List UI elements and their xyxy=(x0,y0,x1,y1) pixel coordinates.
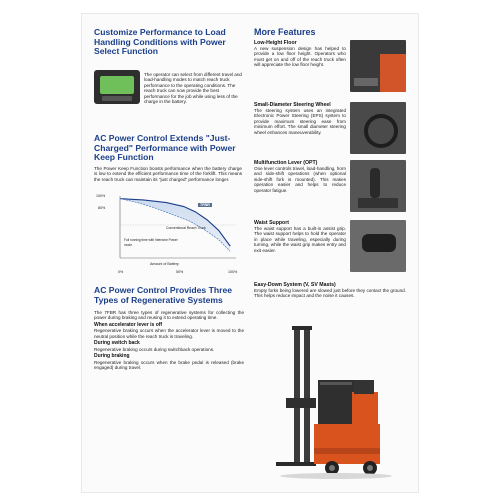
waist-support-photo xyxy=(350,220,406,272)
feature-text: A new suspension design has helped to provide a low floor height. Operators who must get on and off of the reach truck often will appreciate the low floor height. xyxy=(254,46,346,68)
display-screen xyxy=(100,76,134,94)
ac-power-heading: AC Power Control Extends "Just- Charged" Performance with Power Keep Function xyxy=(94,133,236,162)
feature-text: The steering system uses an integrated Electronic Power Steering (EPS) system to provide maximum steering ease from minimum effort. The small diameter steering wheel enhances maneuverability. xyxy=(254,108,346,135)
ac-power-text: The Power Keep Function boosts performance when the battery charge is low to extend the efficient performance time of the forklift. This means the reach truck can maintain its "just charged" performance longer. xyxy=(94,166,242,182)
regen-item-title: During switch back xyxy=(94,340,140,347)
floor-step-shape xyxy=(354,78,378,86)
display-panel-image xyxy=(94,70,140,104)
feature-text: The waist support has a built-in assist grip. The waist support helps to hold the operator in place while traveling, especially during turning, while the waist grip makes entry and exit easier. xyxy=(254,226,346,253)
feature-item xyxy=(254,40,346,68)
regen-item-title: When accelerator lever is off xyxy=(94,321,163,328)
regen-item-text: Regenerative braking occurs when the accelerator lever is moved to the neutral position while the reach truck is traveling. xyxy=(94,328,244,339)
feature-title: Small-Diameter Steering Wheel xyxy=(254,102,331,108)
regen-section xyxy=(94,286,244,305)
brochure-page xyxy=(82,14,418,492)
feature-item xyxy=(254,102,346,135)
feature-title: Easy-Down System (V, SV Masts) xyxy=(254,282,336,288)
x-tick-label: 100% xyxy=(228,270,238,274)
feature-title: Low-Height Floor xyxy=(254,40,297,46)
multifunction-lever-photo xyxy=(350,160,406,212)
feature-item xyxy=(254,282,406,299)
feature-item xyxy=(254,160,346,193)
lever-base-shape xyxy=(358,198,398,208)
regen-item-title: During braking xyxy=(94,353,130,360)
feature-title: Waist Support xyxy=(254,220,289,226)
waist-pad-shape xyxy=(362,234,396,252)
regen-heading: AC Power Control Provides Three Types of Regenerative Systems xyxy=(94,285,233,305)
y-tick-label: 80% xyxy=(98,206,106,210)
customize-section xyxy=(94,28,244,57)
ac-power-section xyxy=(94,134,244,163)
regen-intro: The 7FBR has three types of regenerative systems for collecting the power during braking and reusing it to extend operating time. xyxy=(94,310,244,321)
lever-shape xyxy=(370,168,380,198)
regen-item-text: Regenerative braking occurs when the brake pedal is released (brake engaged) during travel. xyxy=(94,359,244,371)
forklift-svg xyxy=(274,320,394,480)
feature-text: One lever controls travel, load-handling, horn and side-shift operations (when optional side-shift fork is mounted). This makes operation easier and helps to reduce operator fatigue. xyxy=(254,166,346,193)
more-features-heading: More Features xyxy=(254,27,316,37)
x-tick-label: 0% xyxy=(118,270,124,274)
truck-body-shape xyxy=(380,54,406,92)
low-floor-photo xyxy=(350,40,406,92)
feature-title: Multifunction Lever (OPT) xyxy=(254,160,318,166)
forklift-photo xyxy=(274,320,394,480)
steering-wheel-photo xyxy=(350,102,406,154)
y-tick-label: 100% xyxy=(96,194,106,198)
x-axis-label: Amount of Battery xyxy=(150,262,179,266)
feature-item xyxy=(254,220,346,253)
series-label-conventional: Conventional Reach Truck xyxy=(166,226,206,230)
series-label-7fbr: 7FBR xyxy=(200,203,210,207)
regen-body xyxy=(94,310,244,371)
chart-annotation: Full running time with Intensive Power mode xyxy=(124,238,178,248)
customize-text: The operator can select from different travel and load-handling modes to match reach truck performance to the operating conditions. The reach truck can now provide the best performance for the job while using less of the charge in the battery. xyxy=(144,72,242,105)
feature-text: Empty forks being lowered are slowed just before they contact the ground. This helps reduce impact and the noise it causes. xyxy=(254,288,406,299)
regen-item-text: Regenerative braking occurs during switchback operations. xyxy=(94,346,215,352)
display-buttons xyxy=(102,96,132,101)
steering-wheel-shape xyxy=(364,114,398,148)
x-tick-label: 50% xyxy=(176,270,184,274)
power-keep-chart xyxy=(94,186,244,276)
customize-heading: Customize Performance to Load Handling Conditions with Power Select Function xyxy=(94,27,226,56)
